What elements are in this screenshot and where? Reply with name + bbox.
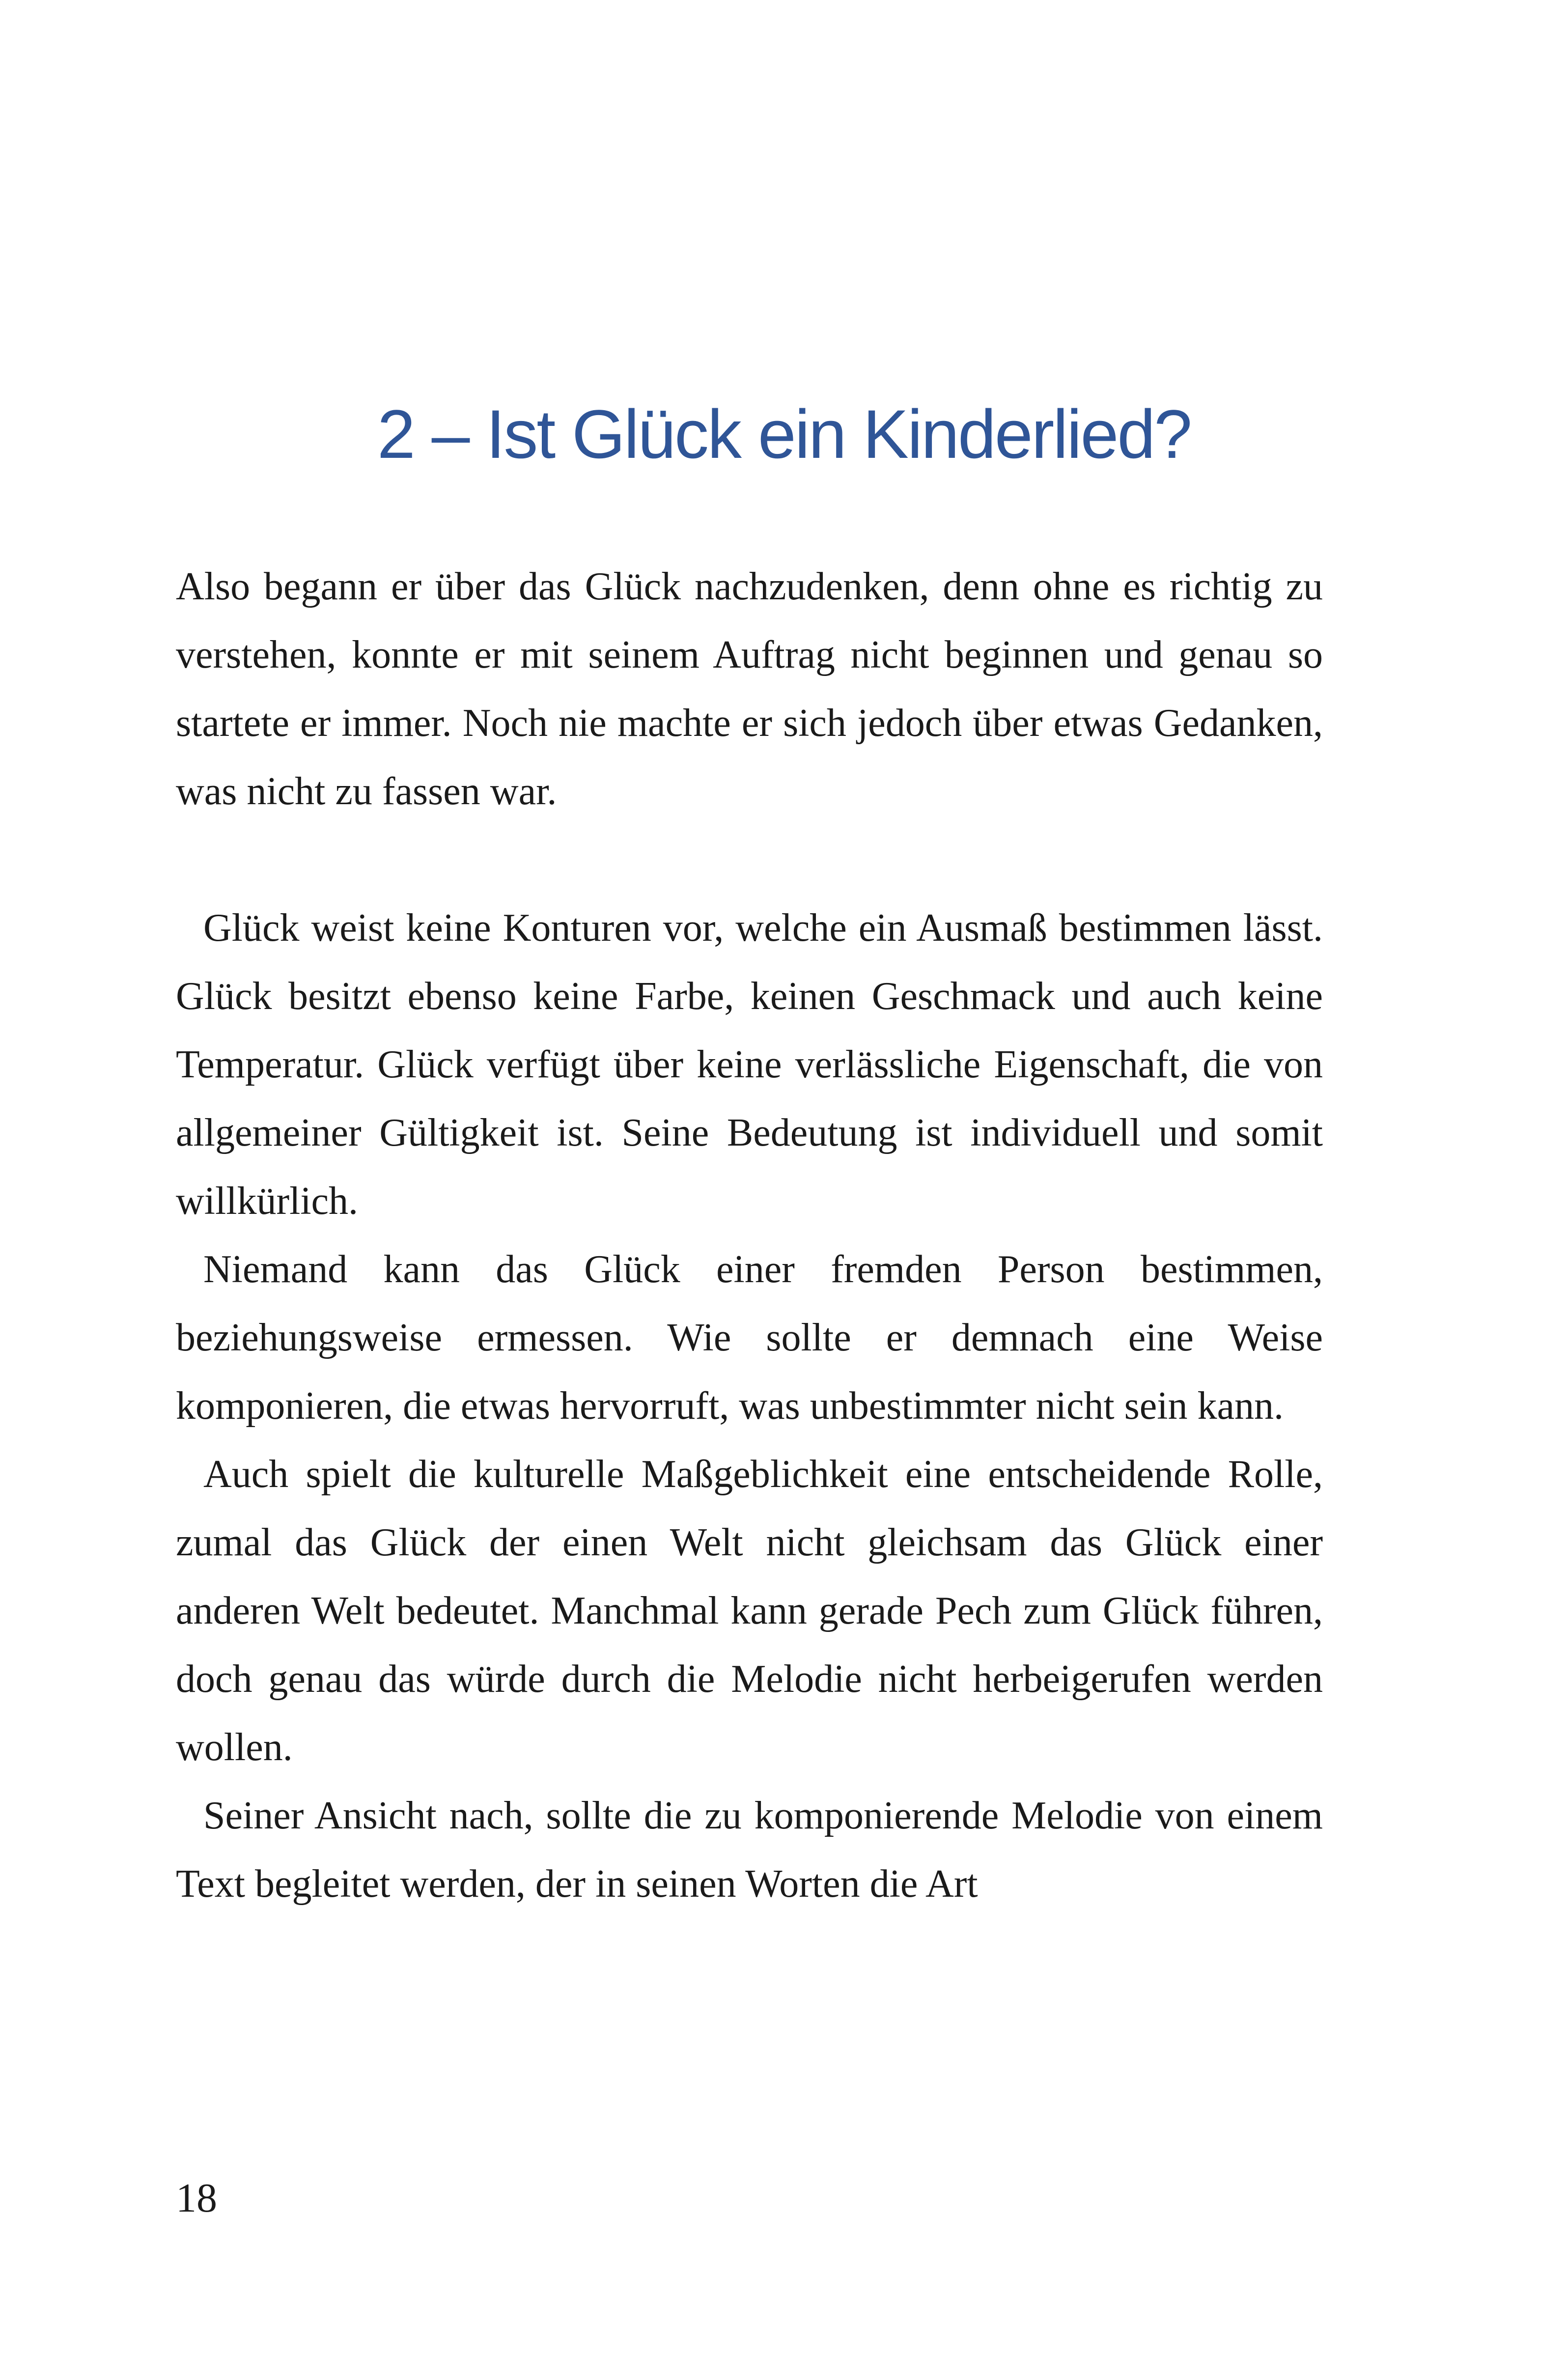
- page-number: 18: [176, 2175, 217, 2221]
- paragraph-1: Also begann er über das Glück nachzudenken, denn ohne es richtig zu verstehen, konnte er mit seinem Auftrag nicht beginnen und genau so startete er immer. Noch nie machte er sich jedoch über etwas Gedanken, was nicht zu fassen war.: [176, 565, 1323, 813]
- paragraph-4: Auch spielt die kulturelle Maßgeblichkeit eine entscheidende Rolle, zumal das Glück der einen Welt nicht gleichsam das Glück einer anderen Welt bedeutet. Manchmal kann gerade Pech zum Glück führen, doch genau das würde durch die Melodie nicht herbeigerufen werden wollen.: [176, 1453, 1323, 1769]
- body-text: [176, 553, 1323, 1918]
- chapter-title: 2 – Ist Glück ein Kinderlied?: [377, 395, 1191, 473]
- paragraph-2: Glück weist keine Konturen vor, welche ein Ausmaß bestimmen lässt. Glück besitzt ebenso keine Farbe, keinen Geschmack und auch keine Temperatur. Glück verfügt über keine verlässliche Eigenschaft, die von allgemeiner Gültigkeit ist. Seine Bedeutung ist individuell und somit willkürlich.: [176, 906, 1323, 1223]
- paragraph-3: Niemand kann das Glück einer fremden Person bestimmen, beziehungsweise ermessen. Wie sollte er demnach eine Weise komponieren, die etwas hervorruft, was unbestimmter nicht sein kann.: [176, 1248, 1323, 1428]
- paragraph-5: Seiner Ansicht nach, sollte die zu komponierende Melodie von einem Text begleitet werden, der in seinen Worten die Art: [176, 1794, 1323, 1906]
